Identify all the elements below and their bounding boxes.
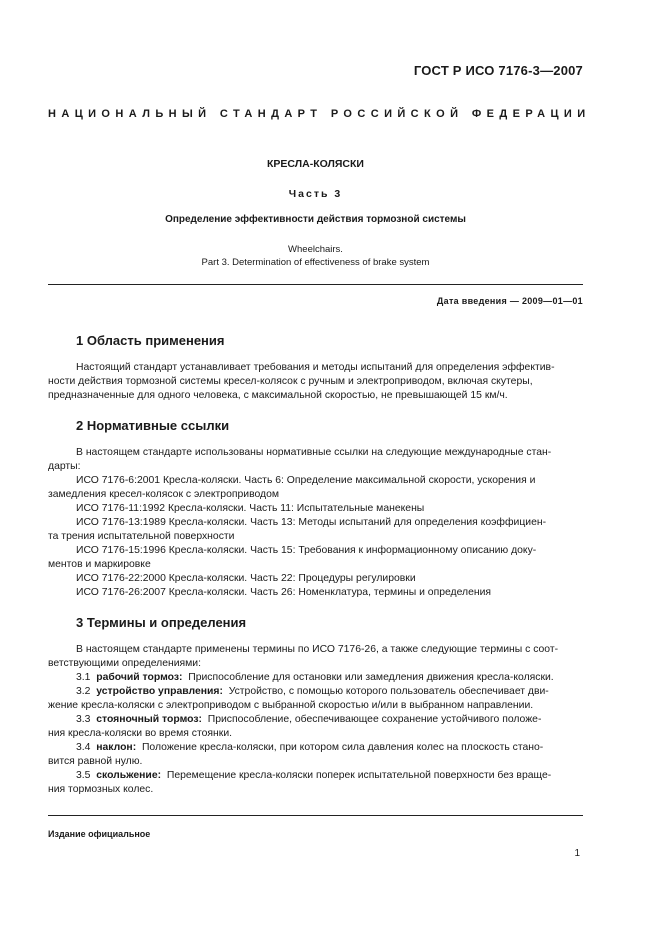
term-definition-continued: вится равной нулю. [48,756,143,767]
term-3-5 [48,769,583,783]
reference-line: ИСО 7176-6:2001 Кресла-коляски. Часть 6: Определение максимальной скорости, ускорения и [76,475,536,486]
section3-intro-line: ветствующими определениями: [48,658,201,669]
english-title-line1: Wheelchairs. [288,244,343,255]
term-definition-continued: жение кресла-коляски с электроприводом с выбранной скоростью и/или в выбранном направлении. [48,700,534,711]
reference-line: та трения испытательной поверхности [48,531,235,542]
section2-heading: 2 Нормативные ссылки [76,418,230,433]
term-definition: Приспособление, обеспечивающее сохранение устойчивого положе- [207,714,542,725]
english-title-line2: Part 3. Determination of effectiveness of brake system [201,257,430,268]
document-code: ГОСТ Р ИСО 7176-3—2007 [413,63,583,78]
reference-line: ментов и маркировке [48,559,151,570]
term-name: стояночный тормоз: [96,714,202,725]
term-3-3 [48,713,583,727]
section3-text [48,643,583,797]
reference-line: ИСО 7176-22:2000 Кресла-коляски. Часть 22: Процедуры регулировки [76,573,416,584]
term-3-2 [48,685,583,699]
term-name: скольжение: [96,770,162,781]
term-definition-continued: ния кресла-коляски во время стоянки. [48,728,233,739]
term-name: рабочий тормоз: [96,672,183,683]
term-number: 3.2 [76,686,91,697]
section3-heading: 3 Термины и определения [76,615,247,630]
document-title: КРЕСЛА-КОЛЯСКИ [267,158,364,170]
term-definition: Устройство, с помощью которого пользователь обеспечивает дви- [228,686,549,697]
reference-line: замедления кресел-колясок с электроприводом [48,489,280,500]
section1-line: ности действия тормозной системы кресел-колясок с ручным и электроприводом, включая скутеры, [48,376,533,387]
term-number: 3.1 [76,672,91,683]
footer-divider [48,815,583,816]
term-name: устройство управления: [96,686,223,697]
term-3-1 [48,671,583,685]
title-divider [48,284,583,285]
section1-text [48,361,583,403]
term-number: 3.4 [76,742,91,753]
effective-date: Дата введения — 2009—01—01 [436,296,583,306]
reference-line: ИСО 7176-15:1996 Кресла-коляски. Часть 15: Требования к информационному описанию доку- [76,545,537,556]
term-name: наклон: [96,742,137,753]
term-definition: Перемещение кресла-коляски поперек испытательной поверхности без враще- [166,770,552,781]
term-3-4 [48,741,583,755]
term-definition: Приспособление для остановки или замедления движения кресла-коляски. [188,672,554,683]
page-number: 1 [574,848,580,859]
document-subtitle: Определение эффективности действия тормозной системы [165,214,466,225]
section2-text [48,446,583,600]
section3-intro-line: В настоящем стандарте применены термины по ИСО 7176-26, а также следующие термины с соот- [76,644,559,655]
reference-line: ИСО 7176-11:1992 Кресла-коляски. Часть 11: Испытательные манекены [76,503,425,514]
national-standard-banner: НАЦИОНАЛЬНЫЙ СТАНДАРТ РОССИЙСКОЙ ФЕДЕРАЦИИ [48,108,591,120]
term-number: 3.5 [76,770,91,781]
reference-line: ИСО 7176-13:1989 Кресла-коляски. Часть 13: Методы испытаний для определения коэффициен- [76,517,547,528]
section2-line: В настоящем стандарте использованы нормативные ссылки на следующие международные стан- [76,447,552,458]
edition-label: Издание официальное [48,829,151,839]
section1-line: предназначенные для одного человека, с максимальной скоростью, не превышающей 15 км/ч. [48,390,508,401]
section1-heading: 1 Область применения [76,333,225,348]
term-definition: Положение кресла-коляски, при котором сила давления колес на плоскость стано- [141,742,544,753]
document-part: Часть 3 [288,188,343,200]
term-number: 3.3 [76,714,91,725]
section1-line: Настоящий стандарт устанавливает требования и методы испытаний для определения эффектив- [76,362,555,373]
section2-line: дарты: [48,461,81,472]
reference-line: ИСО 7176-26:2007 Кресла-коляски. Часть 26: Номенклатура, термины и определения [76,587,492,598]
term-definition-continued: ния тормозных колес. [48,784,154,795]
